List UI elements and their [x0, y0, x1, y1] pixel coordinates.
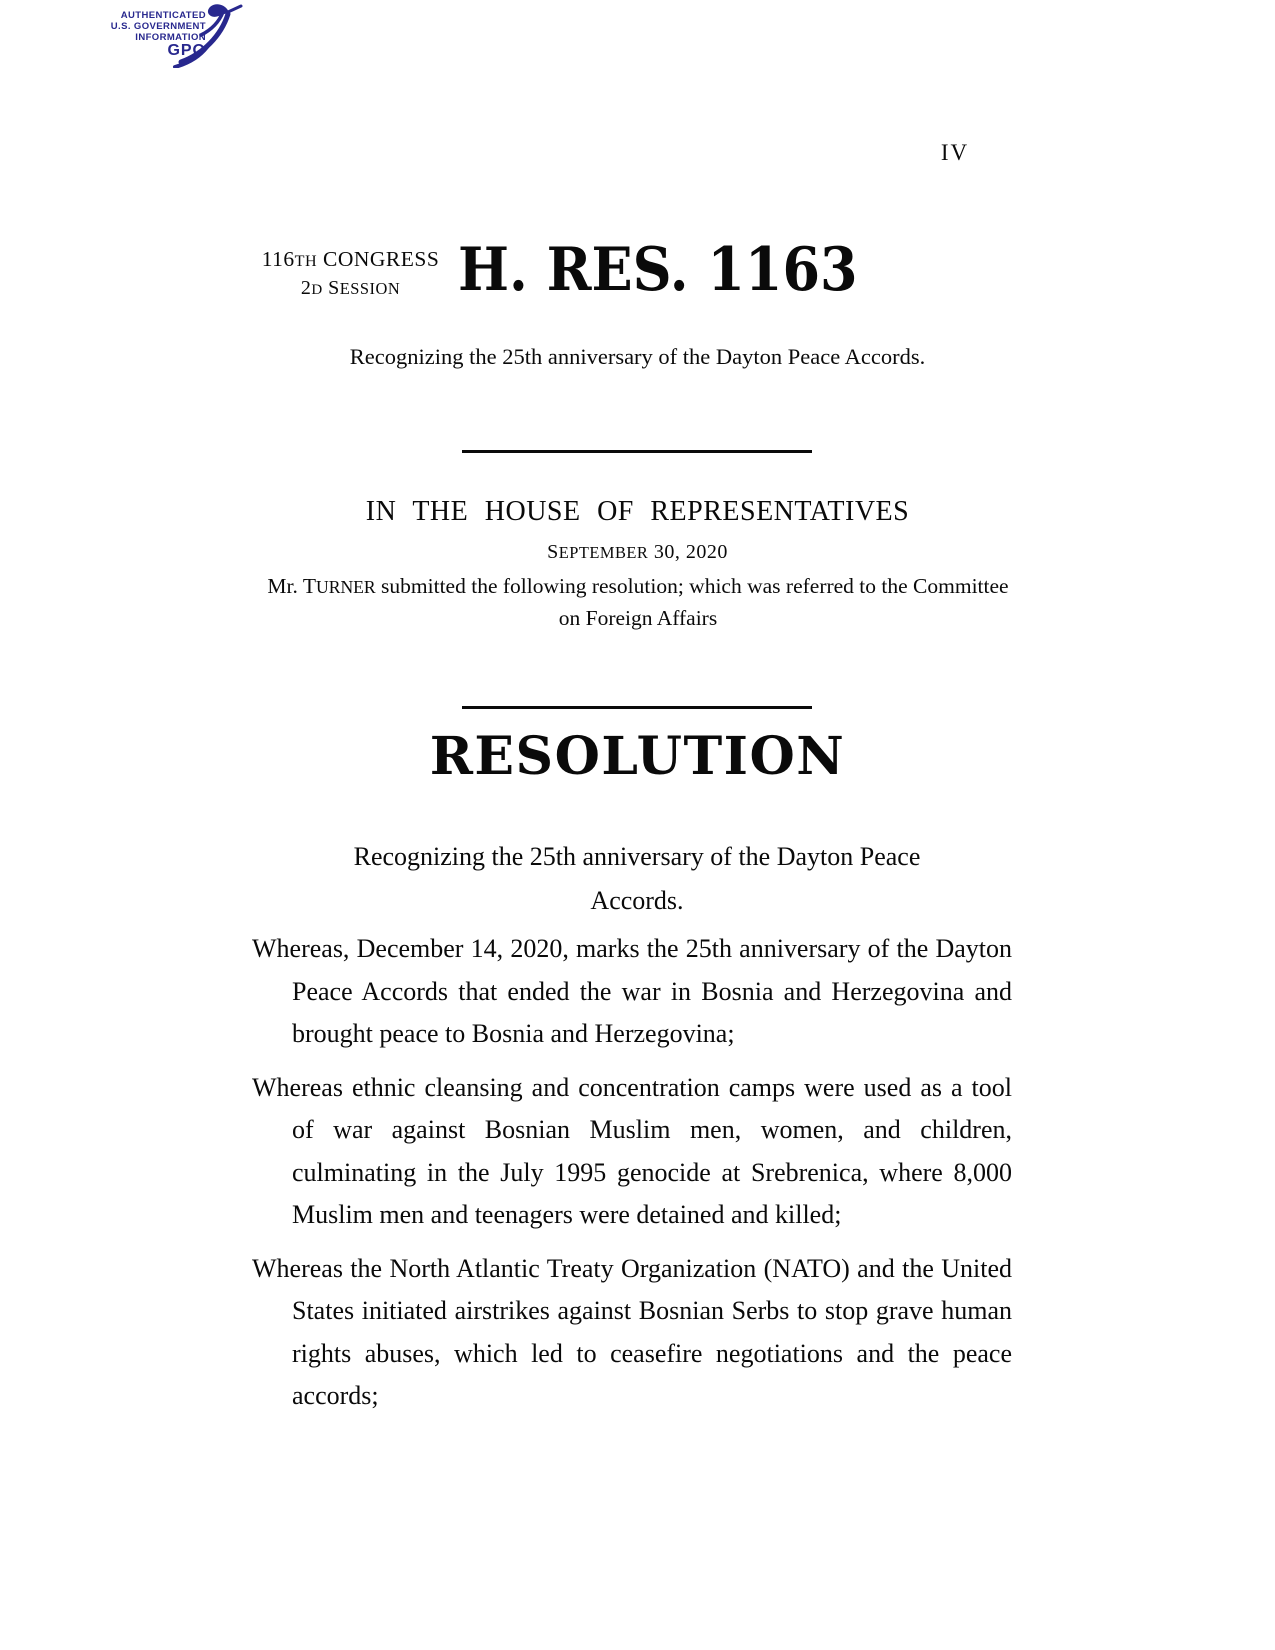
congress-ordinal: TH [294, 253, 318, 270]
whereas-clause-1: Whereas, December 14, 2020, marks the 25th anniversary of the Dayton Peace Accords that ended the war in Bosnia and Herzegovina and brought peace to Bosnia and Herzegovina; [252, 934, 1012, 1048]
separator-rule-bottom [462, 706, 812, 709]
date-small-caps: EPTEMBER [558, 543, 649, 562]
submission-statement [267, 571, 1009, 634]
congress-line [248, 246, 453, 275]
separator-rule-top [462, 450, 812, 453]
resolution-subject: Recognizing the 25th anniversary of the Dayton Peace Accords. [353, 842, 921, 915]
date-rest: 30, 2020 [648, 541, 728, 563]
sponsor-name-cap: T [302, 574, 316, 598]
chamber-heading: IN THE HOUSE OF REPRESENTATIVES [365, 496, 910, 527]
session-word-rest: ESSION [339, 279, 401, 298]
gpo-authentication-logo [94, 2, 242, 68]
bill-number: H. RES. 1163 [458, 235, 858, 305]
gpo-logo-line-2: U.S. GOVERNMENT [110, 21, 206, 32]
session-number: 2 [300, 277, 312, 299]
session-ordinal: D [311, 282, 323, 298]
whereas-clause-3: Whereas the North Atlantic Treaty Organization (NATO) and the United States initiated airstrikes against Bosnian Serbs to stop grave human rights abuses, which led to ceasefire negotiations and the peace accords; [252, 1253, 1012, 1410]
submission-prefix: Mr. [267, 574, 303, 598]
page-folio-number: IV [940, 140, 970, 165]
resolution-heading: RESOLUTION [429, 726, 846, 787]
date-cap: S [547, 541, 559, 563]
congress-word: CONGRESS [317, 247, 440, 271]
congress-session-block [248, 246, 453, 303]
gpo-acronym: GPO [167, 42, 206, 59]
congress-number: 116 [261, 247, 295, 271]
action-date [0, 541, 1275, 564]
session-line [248, 275, 453, 303]
whereas-clauses [252, 928, 1012, 1418]
header-subject: Recognizing the 25th anniversary of the Dayton Peace Accords. [349, 344, 926, 369]
whereas-clause-2: Whereas ethnic cleansing and concentration camps were used as a tool of war against Bosnian Muslim men, women, and children, culminating in the July 1995 genocide at Srebrenica, where 8,000 Muslim men and teenagers were detained and killed; [252, 1072, 1012, 1229]
session-word-cap: S [322, 277, 340, 299]
submission-rest: submitted the following resolution; which was referred to the Committee on Foreign Affairs [375, 574, 1009, 630]
gpo-logo-line-3: INFORMATION [135, 32, 206, 43]
gpo-eagle-icon [172, 2, 246, 68]
sponsor-name-small-caps: URNER [315, 577, 376, 597]
gpo-logo-line-1: AUTHENTICATED [120, 10, 206, 21]
